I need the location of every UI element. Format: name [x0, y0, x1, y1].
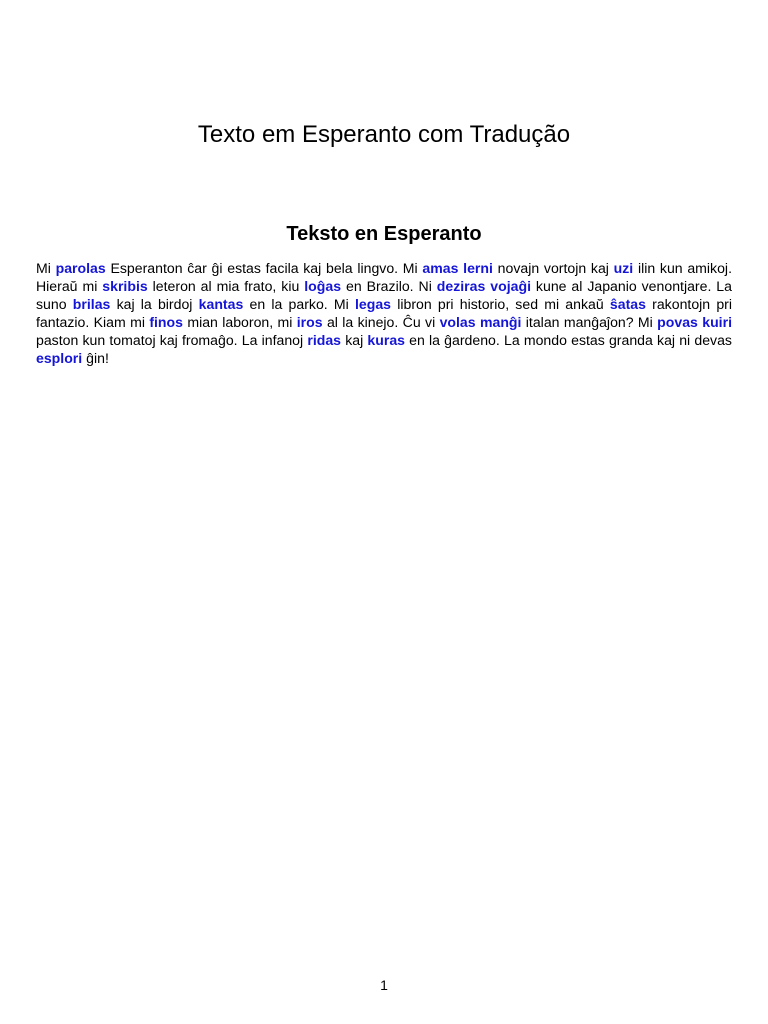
highlighted-verb: parolas: [55, 260, 106, 276]
paragraph-text: en la parko. Mi: [243, 296, 355, 313]
highlighted-verb: povas kuiri: [657, 314, 733, 331]
section-heading: Teksto en Esperanto: [286, 223, 482, 245]
paragraph-text: al la kinejo. Ĉu vi: [322, 314, 440, 331]
highlighted-verb: skribis: [102, 278, 148, 295]
paragraph-text: mian laboron, mi: [182, 314, 297, 331]
highlighted-verb: finos: [149, 314, 183, 331]
paragraph-text: Esperanton ĉar ĝi estas facila kaj bela lingvo. Mi: [105, 260, 423, 276]
paragraph-text: kaj la birdoj: [110, 296, 199, 313]
highlighted-verb: uzi: [613, 260, 634, 276]
highlighted-verb: ridas: [307, 332, 342, 349]
paragraph-text: ĝin!: [82, 350, 109, 367]
highlighted-verb: legas: [354, 296, 392, 313]
page-number: 1: [380, 977, 388, 993]
highlighted-verb: iros: [296, 314, 323, 331]
highlighted-verb: amas lerni: [422, 260, 493, 276]
highlighted-verb: kantas: [198, 296, 244, 313]
highlighted-verb: brilas: [72, 296, 111, 313]
highlighted-verb: kuras: [367, 332, 405, 349]
paragraph-text: libron pri historio, sed mi ankaŭ: [391, 296, 610, 313]
paragraph-text: rakontojn pri fantazio. Kiam mi: [36, 296, 732, 331]
highlighted-verb: ŝatas: [609, 296, 646, 313]
paragraph-text: ilin kun amikoj. Hieraŭ mi: [36, 260, 732, 295]
highlighted-verb: esplori: [36, 350, 83, 367]
paragraph-text: kaj: [341, 332, 368, 349]
highlighted-verb: volas manĝi: [439, 314, 522, 331]
esperanto-paragraph: [36, 259, 732, 368]
paragraph-text: en la ĝardeno. La mondo estas granda kaj ni devas: [405, 332, 732, 349]
paragraph-text: en Brazilo. Ni: [341, 278, 437, 295]
paragraph-text: Mi: [36, 260, 56, 276]
highlighted-verb: loĝas: [304, 278, 342, 295]
paragraph-text: italan manĝaĵon? Mi: [521, 314, 658, 331]
paragraph-text: novajn vortojn kaj: [492, 260, 614, 276]
highlighted-verb: deziras vojaĝi: [436, 278, 531, 295]
paragraph-text: kune al Japanio venontjare. La suno: [36, 278, 732, 313]
paragraph-text: leteron al mia frato, kiu: [147, 278, 305, 295]
paragraph-text: paston kun tomatoj kaj fromaĝo. La infanoj: [36, 332, 308, 349]
document-title: Texto em Esperanto com Tradução: [197, 121, 571, 148]
